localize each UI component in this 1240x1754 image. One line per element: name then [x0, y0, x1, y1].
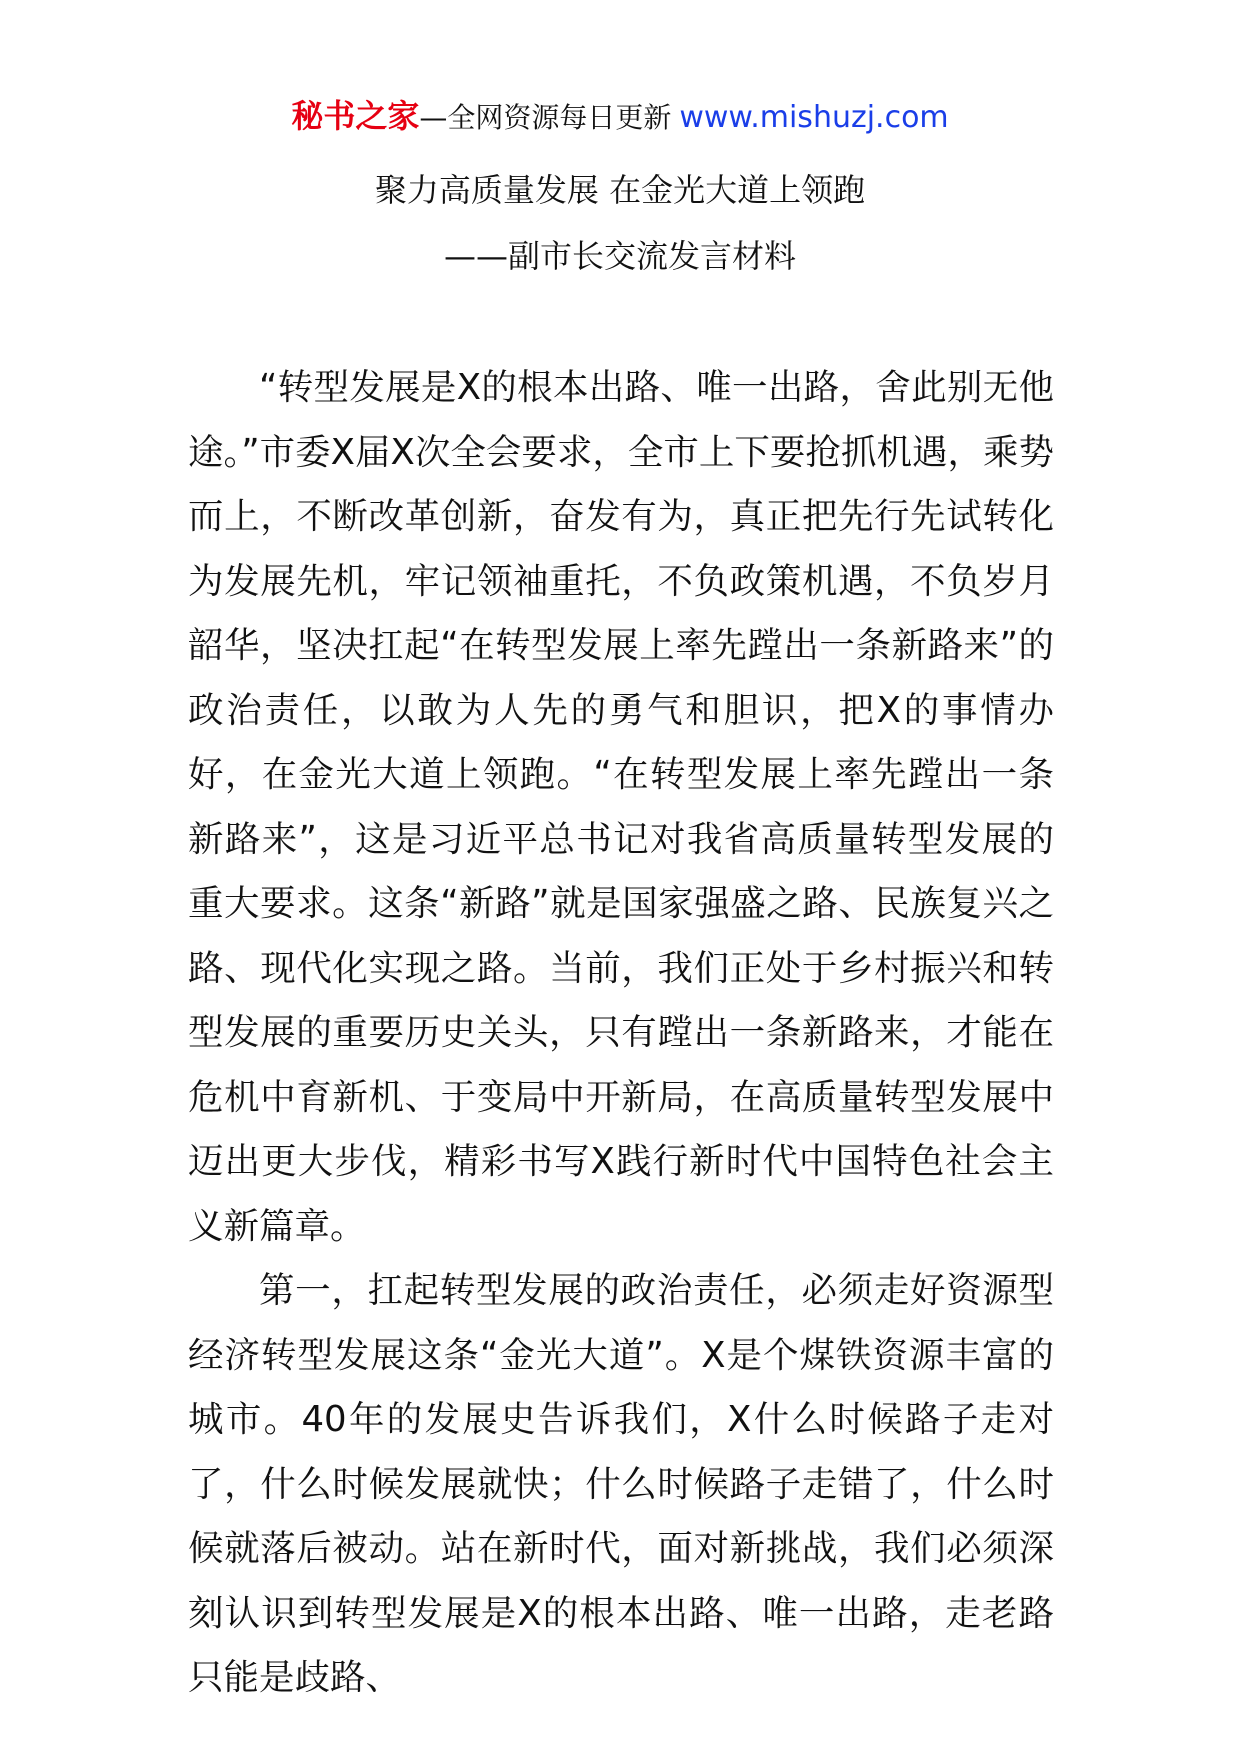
site-header — [0, 96, 1240, 138]
site-brand: 秘书之家 — [291, 97, 420, 135]
document-title: 聚力高质量发展 在金光大道上领跑 — [374, 171, 866, 209]
body-paragraph-1: “转型发展是X的根本出路、唯一出路，舍此别无他途。”市委X届X次全会要求，全市上下要抢抓机遇，乘势而上，不断改革创新，奋发有为，真正把先行先试转化为发展先机，牢记领袖重托，不负政策机遇，不负岁月韶华，坚决扛起“在转型发展上率先蹚出一条新路来”的政治责任，以敢为人先的勇气和胆识，把X的事情办好，在金光大道上领跑。“在转型发展上率先蹚出一条新路来”，这是习近平总书记对我省高质量转型发展的重大要求。这条“新路”就是国家强盛之路、民族复兴之路、现代化实现之路。当前，我们正处于乡村振兴和转型发展的重要历史关头，只有蹚出一条新路来，才能在危机中育新机、于变局中开新局，在高质量转型发展中迈出更大步伐，精彩书写X践行新时代中国特色社会主义新篇章。 — [188, 367, 1054, 1247]
document-subtitle: ——副市长交流发言材料 — [443, 237, 796, 275]
body-paragraph-2: 第一，扛起转型发展的政治责任，必须走好资源型经济转型发展这条“金光大道”。X是个煤铁资源丰富的城市。40年的发展史告诉我们，X什么时候路子走对了，什么时候发展就快；什么时候路子走错了，什么时候就落后被动。站在新时代，面对新挑战，我们必须深刻认识到转型发展是X的根本出路、唯一出路，走老路只能是歧路、 — [188, 1270, 1054, 1698]
document-body — [188, 356, 1054, 1711]
site-url-link[interactable]: www.mishuzj.com — [679, 100, 949, 135]
site-tagline: —全网资源每日更新 — [419, 101, 672, 134]
